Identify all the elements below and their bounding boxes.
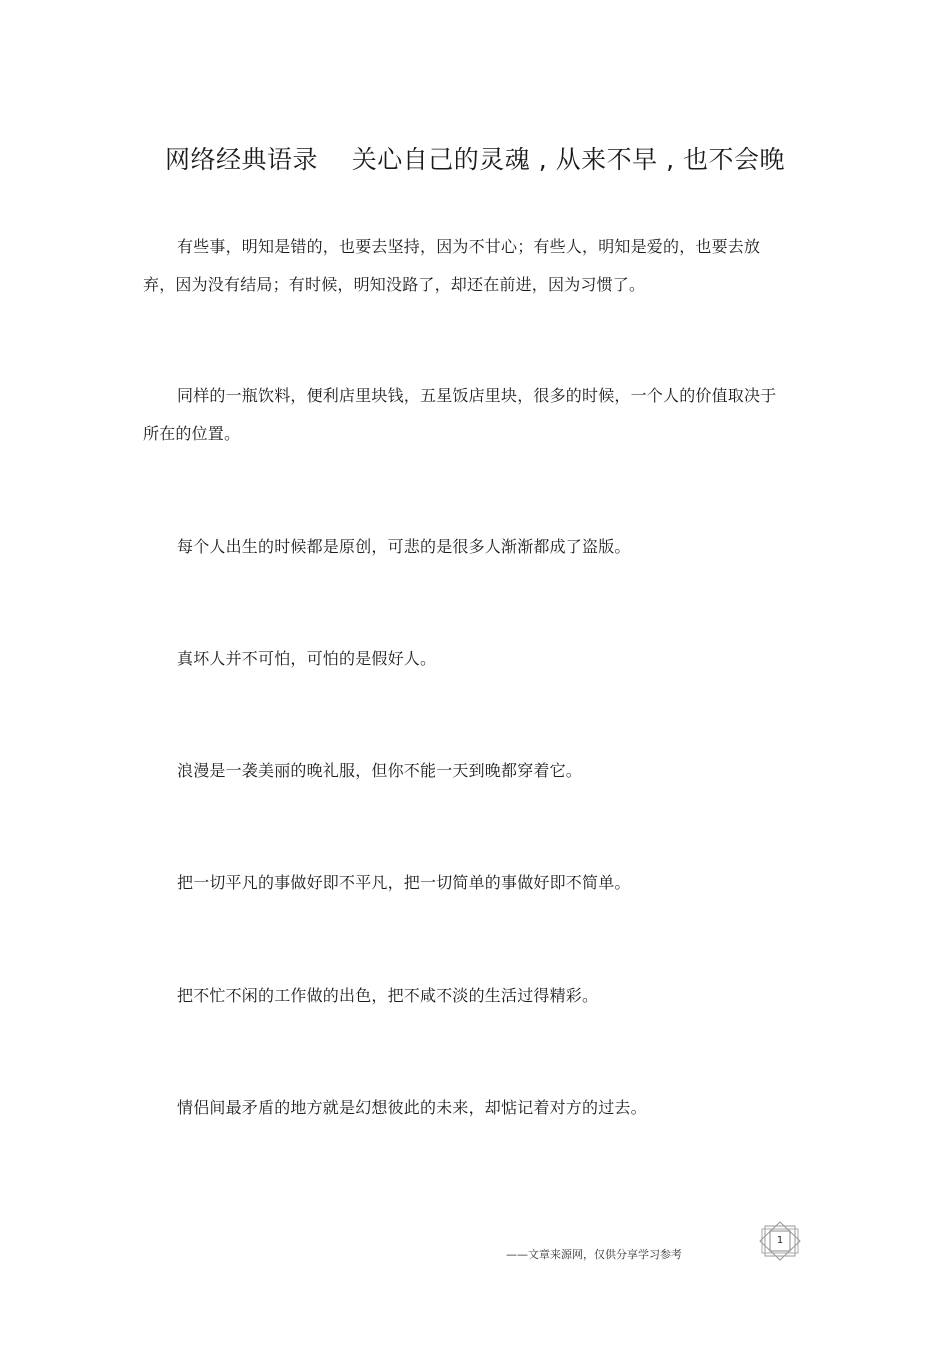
quote-paragraph-6: 把一切平凡的事做好即不平凡，把一切简单的事做好即不简单。: [177, 873, 631, 892]
quote-paragraph-1: 有些事，明知是错的，也要去坚持，因为不甘心；有些人，明知是爱的，也要去放弃，因为没有结局；有时候，明知没路了，却还在前进，因为习惯了。: [143, 237, 761, 294]
quote-paragraph-7: 把不忙不闲的工作做的出色，把不咸不淡的生活过得精彩。: [177, 986, 599, 1005]
page-title: 网络经典语录 关心自己的灵魂 , 从来不早 , 也不会晚: [165, 145, 785, 174]
quote-paragraph-2: 同样的一瓶饮料，便利店里块钱，五星饭店里块，很多的时候，一个人的价值取决于所在的位置。: [143, 386, 777, 443]
footer-source-note: ——文章来源网，仅供分享学习参考: [506, 1248, 682, 1261]
quote-paragraph-3: 每个人出生的时候都是原创，可悲的是很多人渐渐都成了盗版。: [177, 537, 631, 556]
quote-paragraph-5: 浪漫是一袭美丽的晚礼服，但你不能一天到晚都穿着它。: [177, 761, 583, 780]
page-number: 1: [776, 1235, 784, 1246]
quote-paragraph-8: 情侣间最矛盾的地方就是幻想彼此的未来，却惦记着对方的过去。: [177, 1098, 647, 1117]
quote-paragraph-4: 真坏人并不可怕，可怕的是假好人。: [177, 649, 437, 668]
